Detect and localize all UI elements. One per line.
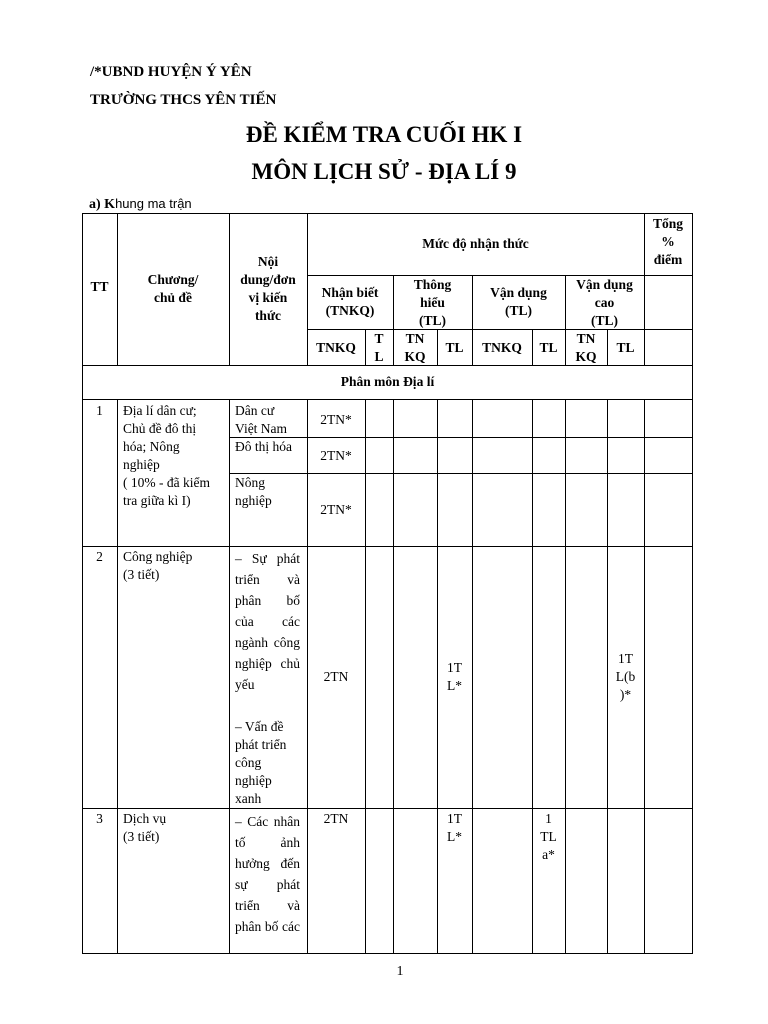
header-noi-dung: Nội dung/đơn vị kiến thức xyxy=(240,254,296,323)
sub-tnkq-3: TNKQ xyxy=(482,340,522,355)
row3-noi-dung: – Các nhân tố ảnh hưởng đến sự phát triển và phân bố các xyxy=(235,814,300,934)
sub-tl-3: TL xyxy=(539,340,558,355)
row3-tt: 3 xyxy=(96,811,103,826)
sub-tl-1: T L xyxy=(374,331,384,364)
header-chuong: Chương/ chủ đề xyxy=(147,272,199,305)
row3-thong-hieu: 1T L* xyxy=(447,811,462,844)
row1a-nhan-biet: 2TN* xyxy=(320,412,352,427)
row3-van-dung: 1 TL a* xyxy=(540,811,557,862)
level-thong-hieu: Thông hiểu (TL) xyxy=(413,277,452,328)
section-heading: a) Khung ma trận xyxy=(89,196,192,212)
sub-tnkq-1: TNKQ xyxy=(316,340,356,355)
school-header: TRƯỜNG THCS YÊN TIẾN xyxy=(90,92,277,108)
header-muc-do: Mức độ nhận thức xyxy=(422,236,529,251)
row1b-noi-dung: Đô thị hóa xyxy=(235,439,292,454)
level-van-dung: Vận dụng (TL) xyxy=(490,285,547,318)
row2-noi-dung-2: – Vấn đề phát triển công nghiệp xanh xyxy=(235,719,287,806)
sub-tl-4: TL xyxy=(616,340,635,355)
row2-nhan-biet: 2TN xyxy=(323,669,349,684)
row2-thong-hieu: 1T L* xyxy=(447,660,462,693)
row1-tt: 1 xyxy=(96,403,103,418)
row1a-noi-dung: Dân cư Việt Nam xyxy=(235,403,288,436)
row1c-noi-dung: Nông nghiệp xyxy=(235,475,272,508)
sub-tl-2: TL xyxy=(445,340,464,355)
row3-chuong: Dịch vụ (3 tiết) xyxy=(123,811,167,844)
header-tt: TT xyxy=(90,279,109,294)
row2-noi-dung-1: – Sự phát triển và phân bố của các ngành công nghiệp chủ yếu xyxy=(235,551,300,692)
row1-chuong: Địa lí dân cư; Chủ đề đô thị hóa; Nông nghiệp ( 10% - đã kiểm tra giữa kì I) xyxy=(123,403,210,508)
page-number: 1 xyxy=(396,964,404,979)
subject-title: MÔN LỊCH SỬ - ĐỊA LÍ 9 xyxy=(251,159,517,184)
row2-tt: 2 xyxy=(96,549,103,564)
sub-tnkq-4: TN KQ xyxy=(575,331,597,364)
sub-tnkq-2: TN KQ xyxy=(404,331,426,364)
district-header: /*UBND HUYỆN Ý YÊN xyxy=(90,64,252,80)
row2-van-dung-cao: 1T L(b )* xyxy=(615,651,636,702)
level-nhan-biet: Nhận biết (TNKQ) xyxy=(321,285,379,318)
level-van-dung-cao: Vận dụng cao (TL) xyxy=(576,277,633,328)
matrix-table xyxy=(82,213,693,954)
section-phan-mon: Phân môn Địa lí xyxy=(340,374,435,389)
header-tong-diem: Tổng % điểm xyxy=(652,216,683,267)
row1b-nhan-biet: 2TN* xyxy=(320,448,352,463)
row3-nhan-biet: 2TN xyxy=(323,811,349,826)
row1c-nhan-biet: 2TN* xyxy=(320,502,352,517)
exam-title: ĐỀ KIỂM TRA CUỐI HK I xyxy=(245,122,523,147)
row2-chuong: Công nghiệp (3 tiết) xyxy=(123,549,193,582)
